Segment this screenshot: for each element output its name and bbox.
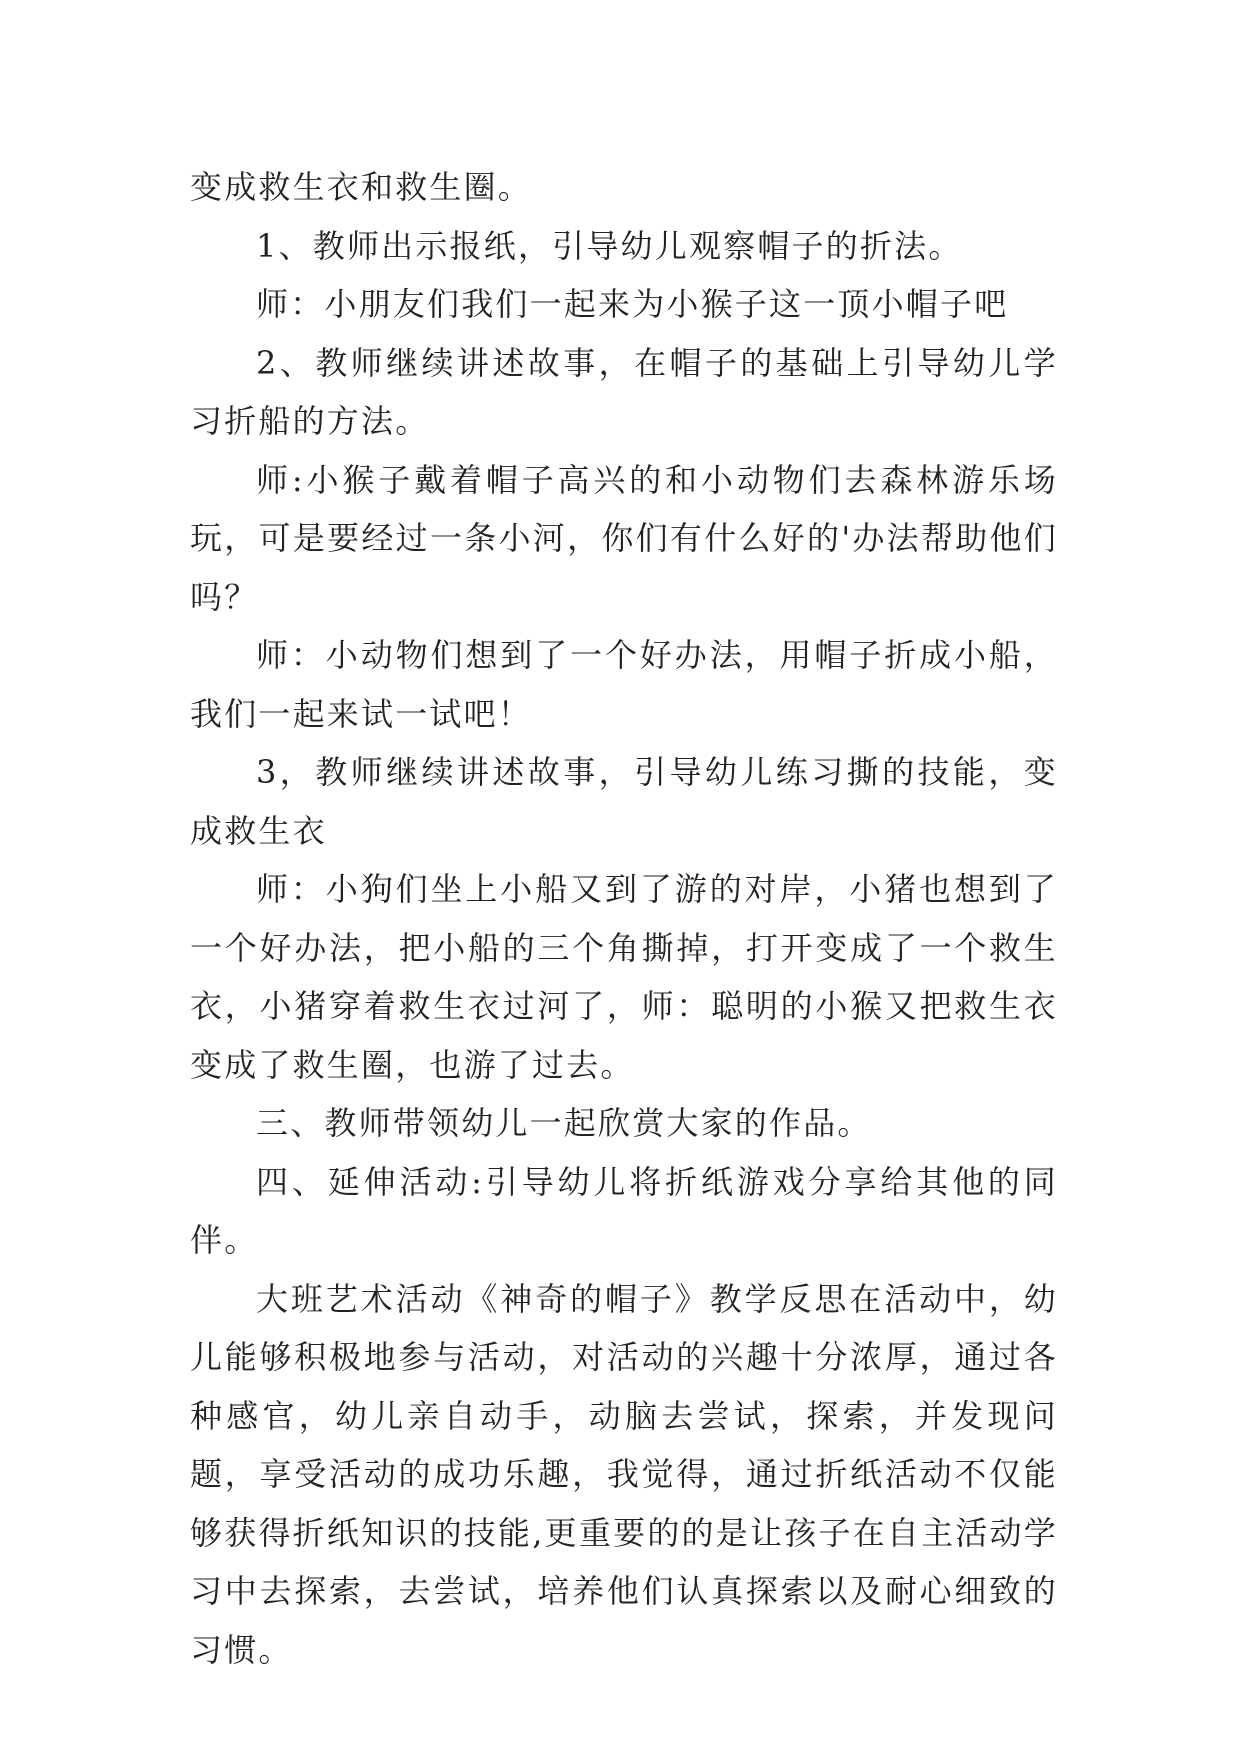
paragraph-section-4: 四、延伸活动:引导幼儿将折纸游戏分享给其他的同伴。	[190, 1162, 1058, 1259]
paragraph-reflection: 大班艺术活动《神奇的帽子》教学反思在活动中，幼儿能够积极地参与活动，对活动的兴趣十分浓厚，通过各种感官，幼儿亲自动手，动脑去尝试，探索，并发现问题，享受活动的成功乐趣，我觉得，通过折纸活动不仅能够获得折纸知识的技能,更重要的的是让孩子在自主活动学习中去探索，去尝试，培养他们认真探索以及耐心细致的习惯。	[190, 1279, 1058, 1669]
paragraph-teacher-line-2: 师:小猴子戴着帽子高兴的和小动物们去森林游乐场玩，可是要经过一条小河，你们有什么好的'办法帮助他们吗？	[190, 460, 1058, 616]
paragraph-continuation: 变成救生衣和救生圈。	[190, 168, 533, 206]
paragraph-teacher-line-3: 师：小动物们想到了一个好办法，用帽子折成小船，我们一起来试一试吧！	[190, 636, 1058, 733]
paragraph-section-3: 三、教师带领幼儿一起欣赏大家的作品。	[256, 1104, 872, 1142]
paragraph-step-3: 3，教师继续讲述故事，引导幼儿练习撕的技能，变成救生衣	[190, 753, 1058, 850]
paragraph-teacher-line-1: 师：小朋友们我们一起来为小猴子这一顶小帽子吧	[256, 285, 1009, 323]
paragraph-step-1: 1、教师出示报纸，引导幼儿观察帽子的折法。	[256, 226, 963, 265]
paragraph-step-2: 2、教师继续讲述故事，在帽子的基础上引导幼儿学习折船的方法。	[190, 343, 1058, 440]
document-body	[190, 158, 1058, 1679]
paragraph-teacher-line-4: 师：小狗们坐上小船又到了游的对岸，小猪也想到了一个好办法，把小船的三个角撕掉，打开变成了一个救生衣，小猪穿着救生衣过河了，师：聪明的小猴又把救生衣变成了救生圈，也游了过去。	[190, 870, 1058, 1084]
